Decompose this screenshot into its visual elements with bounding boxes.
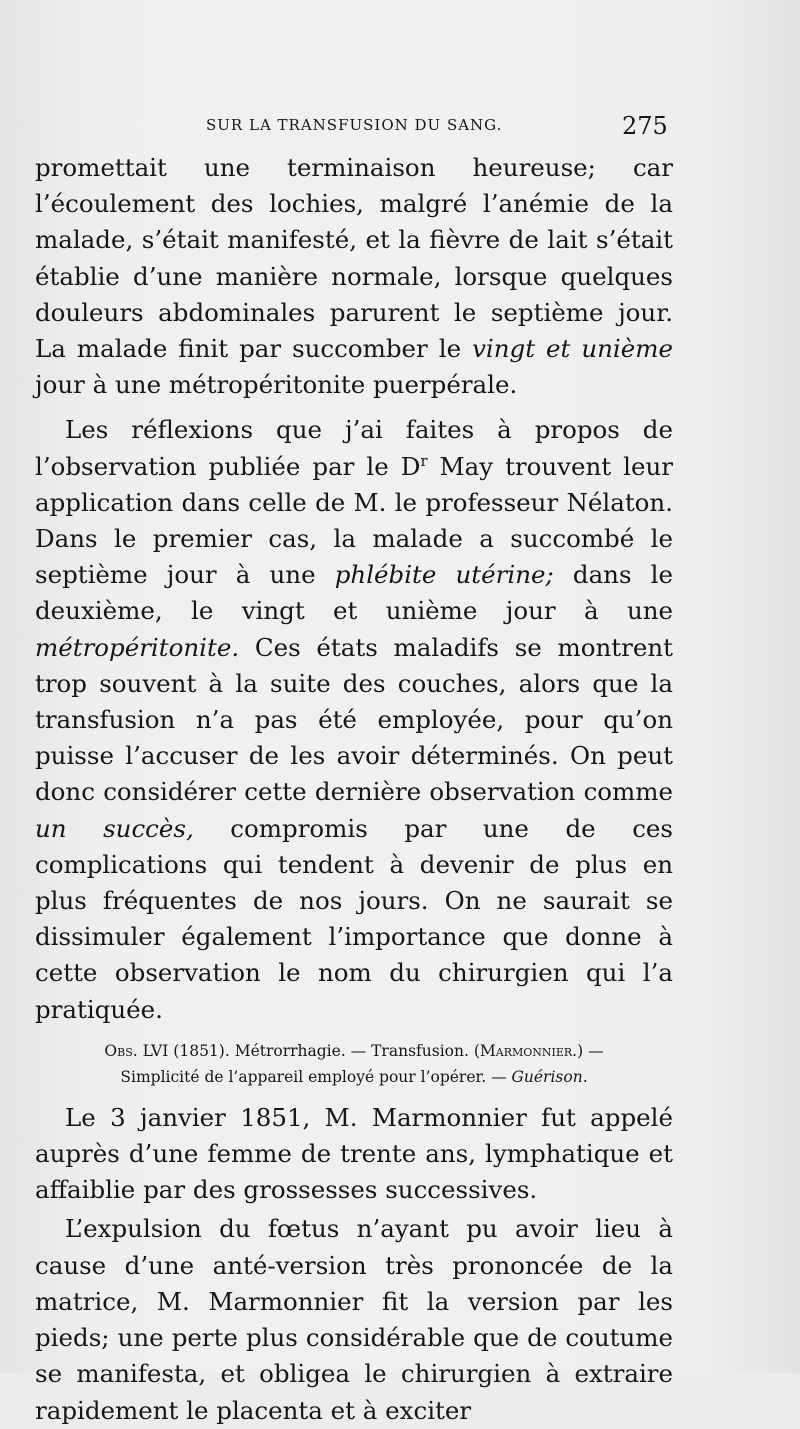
observation-subtitle-line [35,1064,673,1090]
observation-label: Obs. LVI (1851). [104,1041,230,1060]
body-text [35,150,673,1429]
running-head [0,112,800,142]
observation-subtitle: Simplicité de l’appareil employé pour l’opérer. — [120,1067,512,1086]
page-number: 275 [622,112,668,140]
observation-outcome: Guérison. [511,1067,588,1086]
paragraph-text: Ces états maladifs se montrent trop souvent à la suite des couches, alors que la transfusion n’a pas été employée, pour qu’on puisse l’accuser de les avoir déterminés. On peut donc considérer cette dernière observation comme [35,632,673,807]
observation-author: Marmonnier [479,1041,573,1060]
paragraph-text: jour à une métropéritonite puerpérale. [35,370,518,400]
observation-heading [35,1038,673,1090]
paragraph-continuation [35,150,673,403]
paragraph-text: promettait une terminaison heureuse; car l’écoulement des lochies, malgré l’anémie de la malade, s’était manifesté, et la fièvre de lait s’était établie d’une manière normale, lorsque quelques douleurs abdominales parurent le septième jour. La malade finit par succomber le [35,153,673,364]
paragraph-text: May trouvent leur application dans celle de M. le professeur Nélaton. Dans le premier cas, la malade a succombé le septième jour à une [35,451,673,590]
paragraph-case-detail: L’expulsion du fœtus n’ayant pu avoir lieu à cause d’une anté-version très prononcée de la matrice, M. Marmonnier fit la version par les pieds; une perte plus considérable que de coutume se manifesta, et obligea le chirurgien à extraire rapidement le placenta et à exciter [35,1214,673,1425]
italic-phrase: un succès, [35,813,194,843]
paragraph-text: compromis par une de ces complications qui tendent à devenir de plus en plus fréquentes de nos jours. On ne saurait se dissimuler également l’importance que donne à cette observation le nom du chirurgien qui l’a pratiquée. [35,813,673,1024]
italic-phrase: vingt et unième [472,334,673,364]
paragraph-case-intro: Le 3 janvier 1851, M. Marmonnier fut appelé auprès d’une femme de trente ans, lymphatique et affaiblie par des grossesses successives. [35,1102,673,1205]
observation-title: Métrorrhagie. — Transfusion. ( [229,1041,480,1060]
observation-title: .) — [572,1041,604,1060]
observation-title-line [35,1038,673,1064]
paragraph-text: Les réflexions que j’ai faites à propos de l’observation publiée par le D [35,415,673,481]
paragraph-text: dans le deuxième, le vingt et unième jour à une [35,560,674,626]
italic-phrase: métropéritonite. [35,632,240,662]
superscript: r [420,452,428,470]
running-title: SUR LA TRANSFUSION DU SANG. [206,116,503,134]
paragraph-reflexions [35,412,673,1027]
italic-phrase: phlébite utérine; [334,560,554,590]
